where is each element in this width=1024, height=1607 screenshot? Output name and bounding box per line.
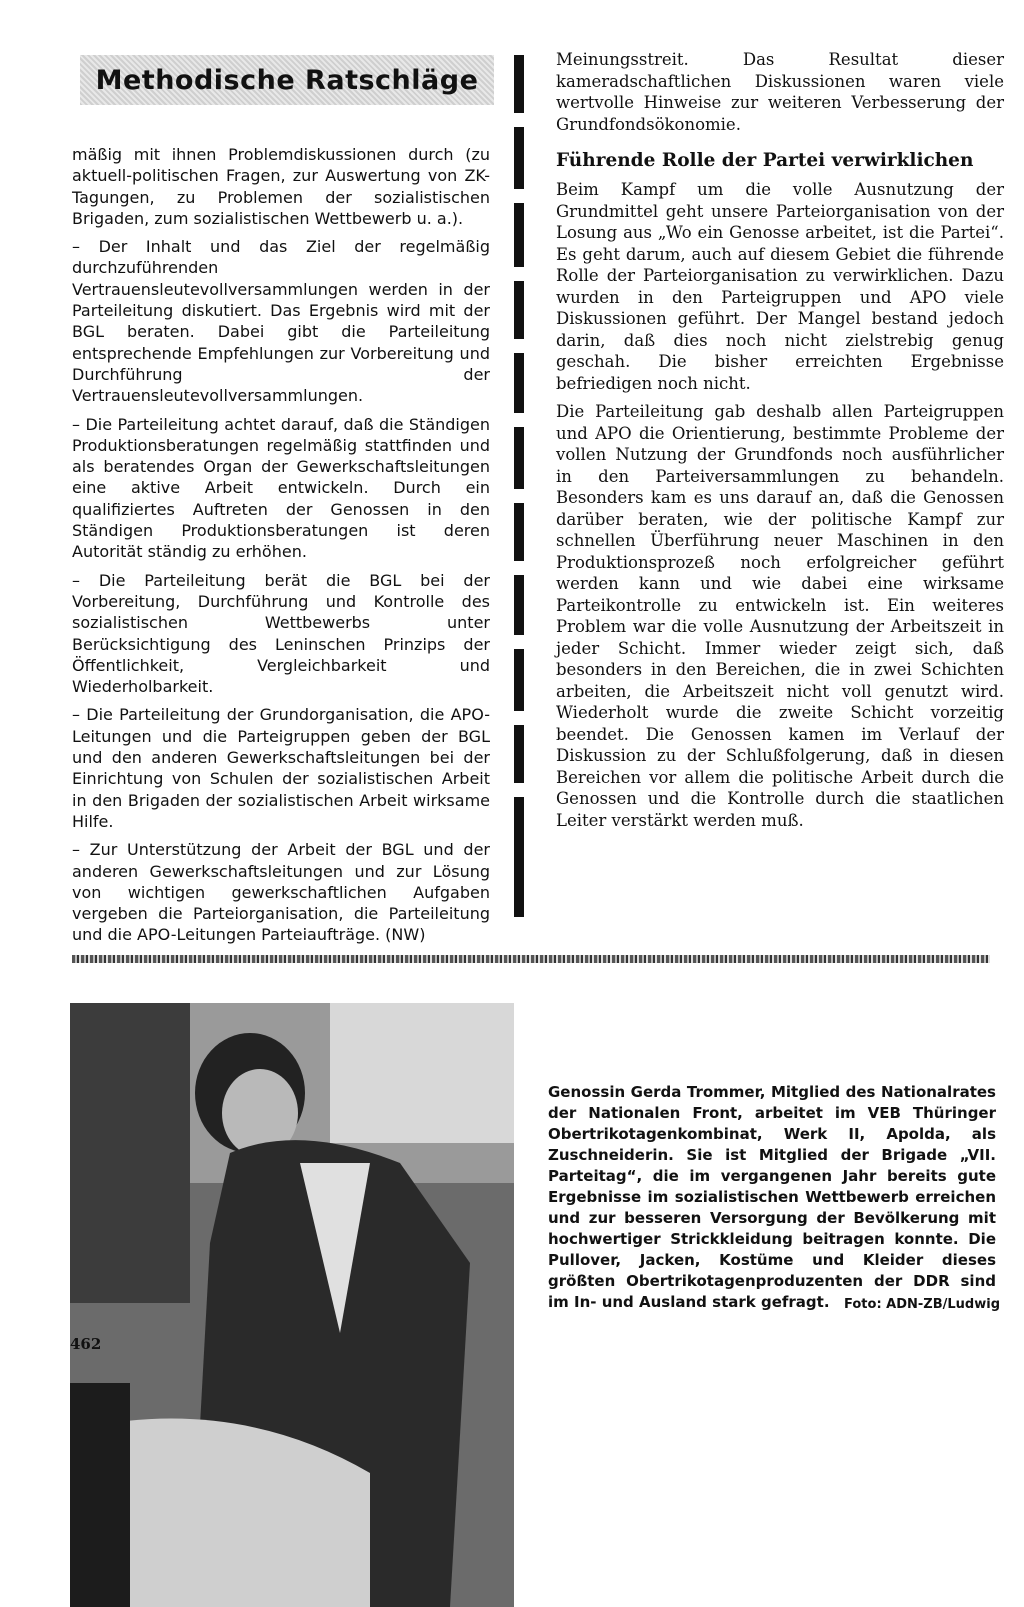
left-paragraph: – Der Inhalt und das Ziel der regelmäßig durchzuführenden Vertrauensleutevollversammlungen werden in der Parteileitung diskutiert. Das Ergebnis wird mit der BGL beraten. Dabei gibt die Parteileitung entsprechende Empfehlungen zur Vorbereitung und Durchführung der Vertrauensleutevollversammlungen. <box>72 237 490 406</box>
photo-woman-at-work <box>70 1003 514 1607</box>
left-paragraph: – Zur Unterstützung der Arbeit der BGL und der anderen Gewerkschaftsleitungen und zur Lösung von wichtigen gewerkschaftlichen Aufgaben vergeben die Parteiorganisation, die Parteileitung und die APO-Leitungen Parteiaufträge. (NW) <box>72 840 490 945</box>
right-section-heading: Führende Rolle der Partei verwirklichen <box>556 150 974 171</box>
photo-caption: Genossin Gerda Trommer, Mitglied des Nationalrates der Nationalen Front, arbeitet im VEB Thüringer Obertrikotagenkombinat, Werk II, Apolda, als Zuschneiderin. Sie ist Mitglied der Brigade „VII. Parteitag“, die im vergangenen Jahr bereits gute Ergebnisse im sozialistischen Wettbewerb erreichen und zur besseren Versorgung der Bevölkerung mit hochwertiger Strickkleidung beitragen konnte. Die Pullover, Jacken, Kostüme und Kleider dieses größten Obertrikotagenproduzenten der DDR sind im In- und Ausland stark gefragt. <box>548 1083 996 1311</box>
section-title: Methodische Ratschläge <box>95 64 479 96</box>
right-column <box>556 49 1004 831</box>
right-intro-paragraph: Meinungsstreit. Das Resultat dieser kameradschaftlichen Diskussionen waren viele wertvolle Hinweise zur weiteren Verbesserung der Grundfondsökonomie. <box>556 50 1004 134</box>
left-paragraph: – Die Parteileitung berät die BGL bei der Vorbereitung, Durchführung und Kontrolle des sozialistischen Wettbewerbs unter Berücksichtigung des Leninschen Prinzips der Öffentlichkeit, Vergleichbarkeit und Wiederholbarkeit. <box>72 570 490 697</box>
photo-illustration <box>70 1003 514 1607</box>
horizontal-divider <box>72 955 990 963</box>
margin-marker-bar <box>514 55 524 917</box>
right-paragraph: Beim Kampf um die volle Ausnutzung der Grundmittel geht unsere Parteiorganisation von der Losung aus „Wo ein Genosse arbeitet, ist die Partei“. Es geht darum, auch auf diesem Gebiet die führende Rolle der Parteiorganisation zu verwirklichen. Dazu wurden in den Parteigruppen und APO viele Diskussionen geführt. Der Mangel bestand jedoch darin, daß dies noch nicht zielstrebig genug geschah. Die bisher erreichten Ergebnisse befriedigen noch nicht. <box>556 180 1004 393</box>
right-paragraph: Die Parteileitung gab deshalb allen Parteigruppen und APO die Orientierung, bestimmte Probleme der vollen Nutzung der Grundfonds noch ausführlicher in den Parteiversammlungen zu behandeln. Besonders kam es uns darauf an, daß die Genossen darüber beraten, wie der politische Kampf zur schnellen Überführung neuer Maschinen in den Produktionsprozeß noch erfolgreicher geführt werden kann und wie dabei eine wirksame Parteikontrolle zu entwickeln ist. Ein weiteres Problem war die volle Ausnutzung der Arbeitszeit in jeder Schicht. Immer wieder zeigt sich, daß besonders in den Bereichen, die in zwei Schichten arbeiten, die Arbeitszeit nicht voll genutzt wird. Wiederholt wurde die zweite Schicht vorzeitig beendet. Die Genossen kamen im Verlauf der Diskussion zu der Schlußfolgerung, daß in diesen Bereichen vor allem die politische Arbeit durch die Genossen und die Kontrolle durch die staatlichen Leiter verstärkt werden muß. <box>556 402 1004 830</box>
photo-credit: Foto: ADN-ZB/Ludwig <box>844 1297 1000 1312</box>
left-paragraph: – Die Parteileitung achtet darauf, daß die Ständigen Produktionsberatungen regelmäßig stattfinden und als beratendes Organ der Gewerkschaftsleitungen eine aktive Arbeit entwickeln. Durch ein qualifiziertes Auftreten der Genossen in den Ständigen Produktionsberatungen ist deren Autorität ständig zu erhöhen. <box>72 414 490 562</box>
left-paragraph: mäßig mit ihnen Problemdiskussionen durch (zu aktuell-politischen Fragen, zur Auswertung von ZK-Tagungen, zu Problemen der sozialistischen Brigaden, zum sozialistischen Wettbewerb u. a.). <box>72 145 490 228</box>
left-column <box>72 144 490 953</box>
section-header-box <box>80 55 494 105</box>
left-paragraph: – Die Parteileitung der Grundorganisation, die APO-Leitungen und die Parteigruppen geben der BGL und den anderen Gewerkschaftsleitungen bei der Einrichtung von Schulen der sozialistischen Arbeit in den Brigaden der sozialistischen Arbeit wirksame Hilfe. <box>72 705 490 831</box>
page-number: 462 <box>70 1335 102 1353</box>
